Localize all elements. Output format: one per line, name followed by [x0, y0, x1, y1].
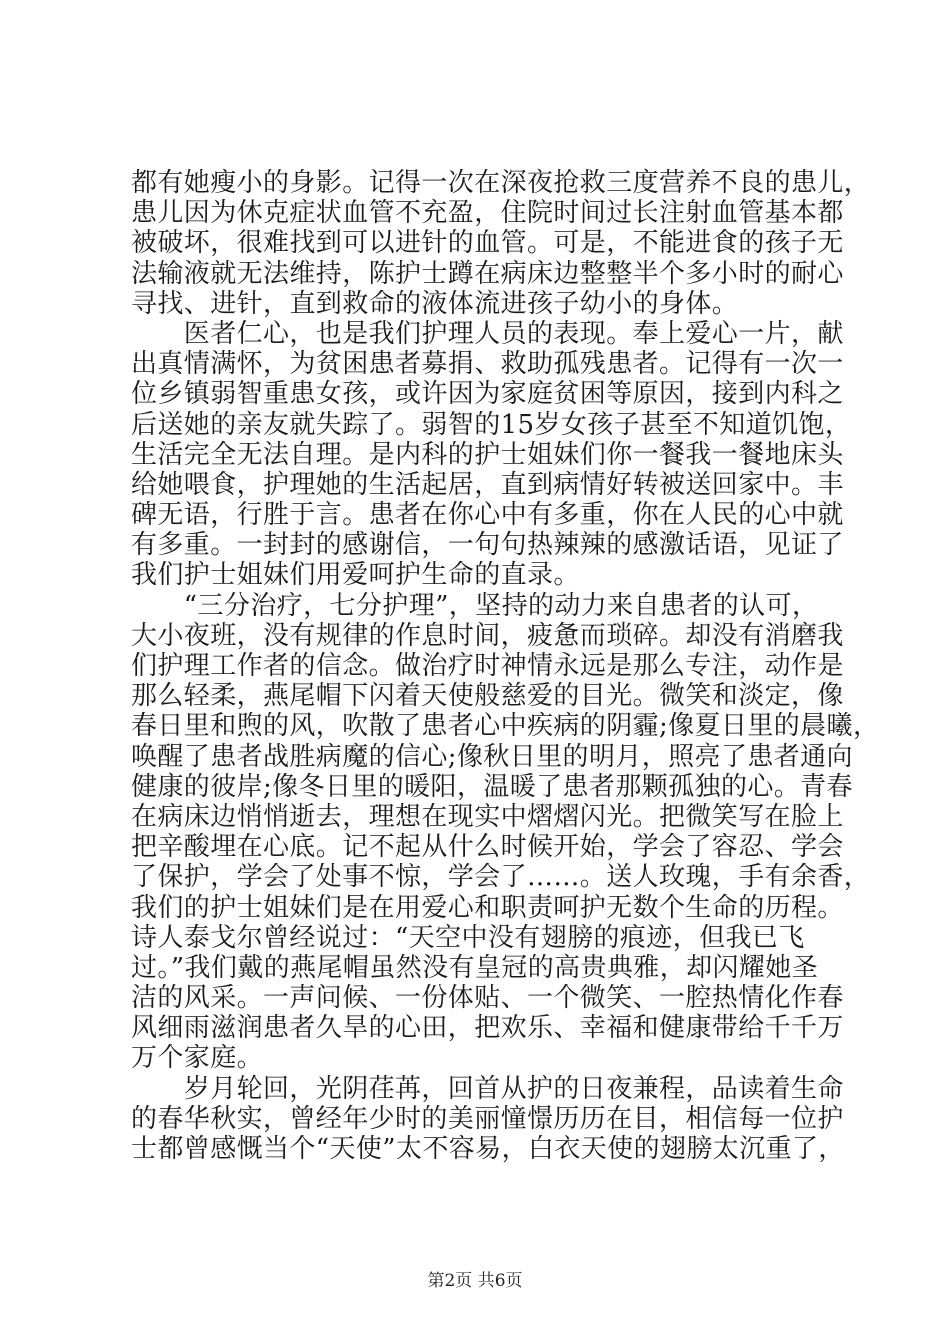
text-line: 碑无语，行胜于言。患者在你心中有多重，你在人民的心中就 — [131, 500, 844, 531]
text-line: 们护理工作者的信念。做治疗时神情永远是那么专注，动作是 — [131, 651, 844, 681]
text-line: 洁的风采。一声问候、一份体贴、一个微笑、一腔热情化作春 — [131, 983, 844, 1014]
text-line: 给她喂食，护理她的生活起居，直到病情好转被送回家中。丰 — [131, 469, 844, 500]
text-line: 医者仁心，也是我们护理人员的表现。奉上爱心一片，献 — [131, 318, 844, 349]
text-line: 大小夜班，没有规律的作息时间，疲惫而琐碎。却没有消磨我 — [131, 620, 844, 651]
text-line: 过。”我们戴的燕尾帽虽然没有皇冠的高贵典雅，却闪耀她圣 — [131, 952, 819, 983]
text-line: 那么轻柔，燕尾帽下闪着天使般慈爱的目光。微笑和淡定，像 — [131, 681, 844, 712]
text-line: 诗人泰戈尔曾经说过：“天空中没有翅膀的痕迹，但我已飞 — [131, 922, 805, 953]
text-line: 都有她瘦小的身影。记得一次在深夜抢救三度营养不良的患儿， — [131, 168, 871, 198]
text-line: 被破坏，很难找到可以进针的血管。可是，不能进食的孩子无 — [131, 228, 844, 259]
text-line: 万个家庭。 — [131, 1043, 264, 1074]
text-line: “三分治疗，七分护理”，坚持的动力来自患者的认可， — [131, 590, 819, 621]
text-line: 位乡镇弱智重患女孩，或许因为家庭贫困等原因，接到内科之 — [131, 379, 844, 410]
text-line: 寻找、进针，直到救命的液体流进孩子幼小的身体。 — [131, 288, 739, 319]
text-line: 在病床边悄悄逝去，理想在现实中熠熠闪光。把微笑写在脸上 — [131, 801, 844, 832]
text-line: 健康的彼岸;像冬日里的暖阳，温暖了患者那颗孤独的心。青春 — [131, 771, 853, 802]
text-line: 春日里和煦的风，吹散了患者心中疾病的阴霾;像夏日里的晨曦， — [131, 711, 880, 742]
text-line: 了保护，学会了处事不惊，学会了……。送人玫瑰，手有余香， — [131, 862, 871, 893]
text-line: 风细雨滋润患者久旱的心田，把欢乐、幸福和健康带给千千万 — [131, 1013, 844, 1044]
text-line: 唤醒了患者战胜病魔的信心;像秋日里的明月，照亮了患者通向 — [131, 741, 853, 772]
text-line: 生活完全无法自理。是内科的护士姐妹们你一餐我一餐地床头 — [131, 439, 844, 470]
text-line: 士都曾感慨当个“天使”太不容易，白衣天使的翅膀太沉重了， — [131, 1134, 845, 1164]
text-line: 我们的护士姐妹们是在用爱心和职责呵护无数个生命的历程。 — [131, 892, 844, 923]
text-line: 我们护士姐妹们用爱呵护生命的直录。 — [131, 560, 580, 591]
text-line: 法输液就无法维持，陈护士蹲在病床边整整半个多小时的耐心 — [131, 258, 844, 289]
text-line: 的春华秋实，曾经年少时的美丽憧憬历历在目，相信每一位护 — [131, 1103, 844, 1134]
page-footer: 第2页 共6页 — [427, 1271, 523, 1291]
body-text — [131, 168, 880, 1164]
text-line: 岁月轮回，光阴荏苒，回首从护的日夜兼程，品读着生命 — [131, 1073, 844, 1104]
text-line: 出真情满怀，为贫困患者募捐、救助孤残患者。记得有一次一 — [131, 349, 844, 380]
text-line: 后送她的亲友就失踪了。弱智的15岁女孩子甚至不知道饥饱， — [131, 409, 852, 440]
text-line: 有多重。一封封的感谢信，一句句热辣辣的感激话语，见证了 — [131, 530, 844, 561]
text-line: 患儿因为休克症状血管不充盈，住院时间过长注射血管基本都 — [131, 198, 844, 229]
text-line: 把辛酸埋在心底。记不起从什么时候开始，学会了容忍、学会 — [131, 832, 844, 863]
